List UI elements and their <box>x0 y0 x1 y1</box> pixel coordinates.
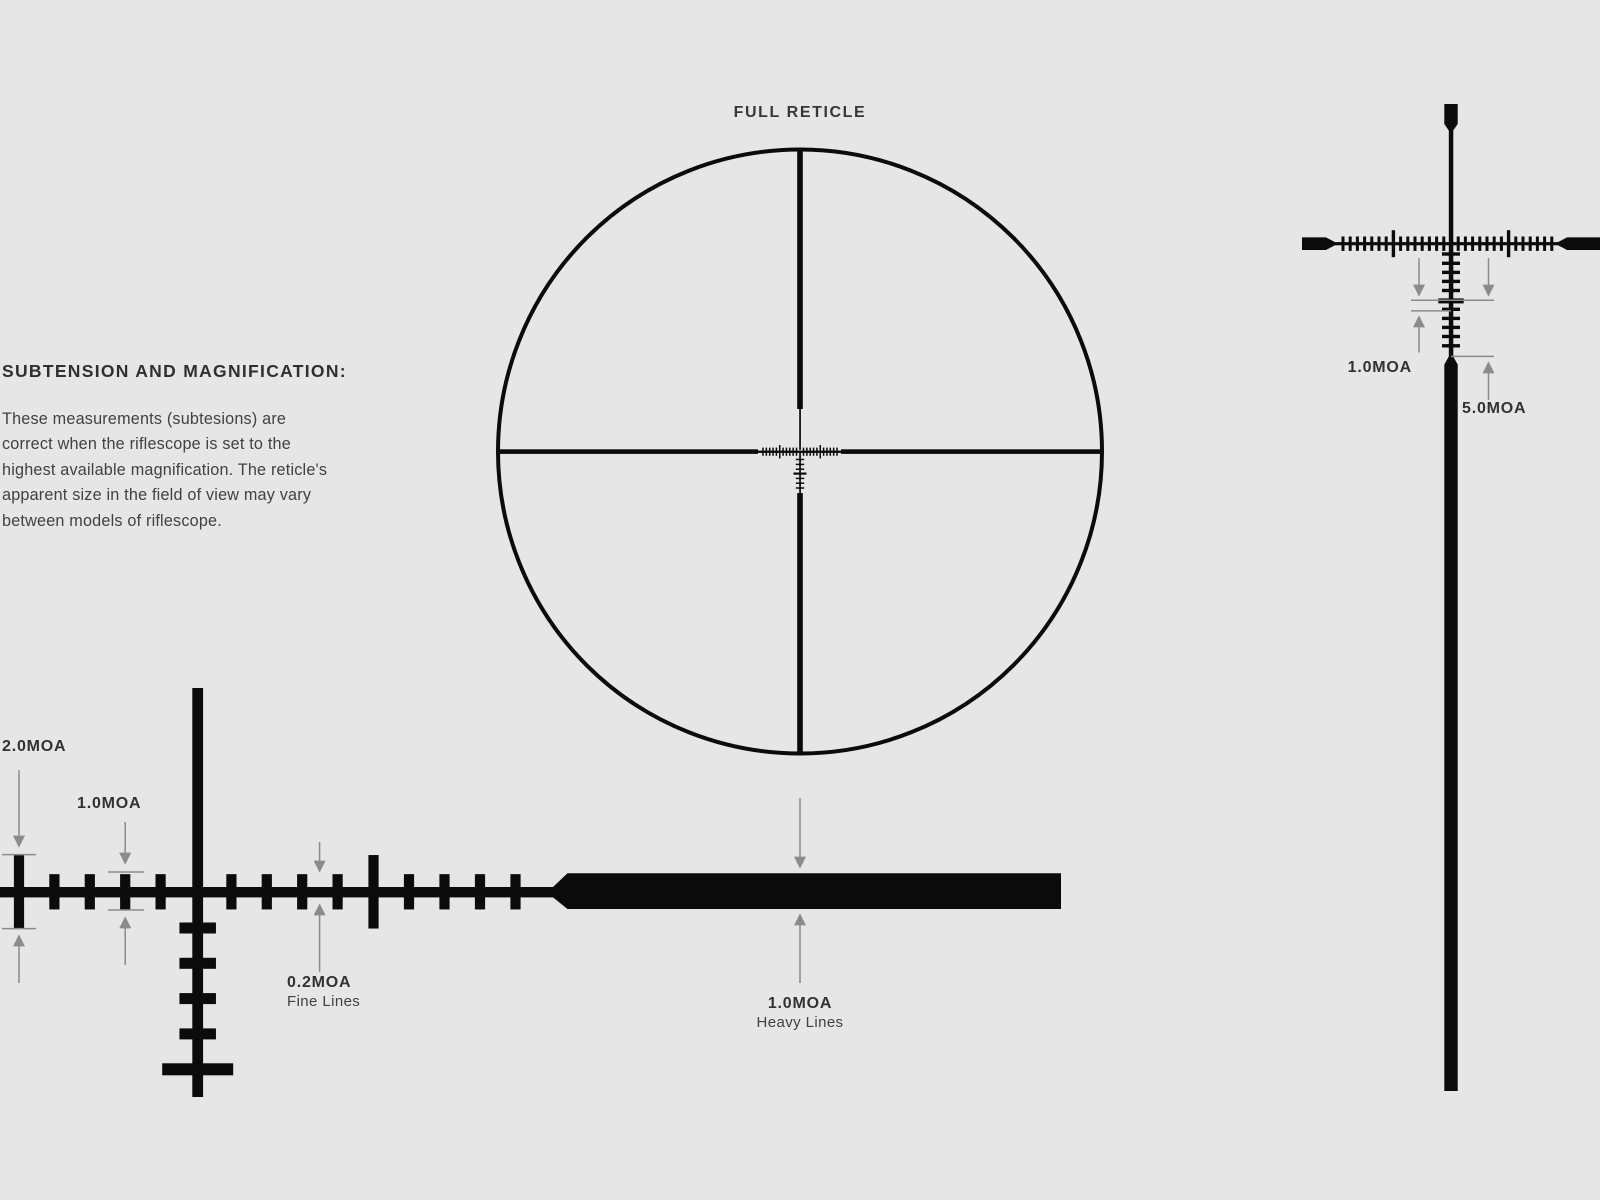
body-line: highest available magnification. The reticle's <box>2 460 328 479</box>
vertical-detail-diagram <box>1302 104 1600 1091</box>
tick <box>1478 237 1481 251</box>
body-line: apparent size in the field of view may vary <box>2 486 312 505</box>
fine-tick <box>782 448 784 456</box>
body-line: between models of riflescope. <box>2 511 222 530</box>
tick <box>1543 237 1546 251</box>
right-post <box>1558 237 1600 250</box>
tick <box>1514 237 1517 251</box>
fine-tick <box>796 468 804 470</box>
left-post <box>1302 237 1335 250</box>
fine-tick <box>786 448 788 456</box>
detail-horizontal-line <box>0 887 556 897</box>
crossbar-2moa <box>162 1063 233 1075</box>
fine-tick <box>836 448 838 456</box>
tall-tick-2moa <box>14 855 24 929</box>
tick-1moa <box>85 874 95 909</box>
fine-tick <box>792 448 794 456</box>
page-title: FULL RETICLE <box>733 104 867 121</box>
fine-tick <box>772 448 774 456</box>
tick <box>1486 237 1489 251</box>
tick <box>1385 237 1388 251</box>
crosshair-top-heavy <box>797 149 803 409</box>
subtension-body <box>2 407 342 534</box>
crosshair-right-heavy <box>841 449 1102 454</box>
subtension-heading: SUBTENSION AND MAGNIFICATION: <box>2 361 347 381</box>
crossbar <box>1442 289 1460 292</box>
tick <box>1421 237 1424 251</box>
tick-1moa <box>475 874 485 909</box>
label-right-1moa: 1.0MOA <box>1347 359 1412 376</box>
fine-tick <box>796 448 798 456</box>
crossbar-1moa <box>179 958 216 969</box>
fine-tick <box>776 448 778 456</box>
tick <box>1536 237 1539 251</box>
tick-1moa <box>439 874 449 909</box>
crosshair-left-heavy <box>498 449 758 454</box>
fine-tick <box>830 448 832 456</box>
tick <box>1500 237 1503 251</box>
label-02moa: 0.2MOA <box>287 974 352 991</box>
label-heavy-1moa: 1.0MOA <box>767 995 833 1012</box>
full-reticle-diagram <box>498 149 1102 754</box>
tick <box>1529 237 1532 251</box>
tick <box>1414 237 1417 251</box>
tick-1moa <box>120 874 130 909</box>
tick <box>1522 237 1525 251</box>
tick-1moa <box>226 874 236 909</box>
fine-tick <box>762 448 764 456</box>
tick <box>1464 237 1467 251</box>
tall-tick <box>1507 230 1510 257</box>
fine-tick <box>820 445 822 458</box>
label-1moa: 1.0MOA <box>77 795 142 812</box>
fine-tick <box>816 448 818 456</box>
body-line: These measurements (subtesions) are <box>2 410 287 428</box>
fine-tick <box>833 448 835 456</box>
tall-tick <box>1392 230 1395 257</box>
fine-tick <box>826 448 828 456</box>
fine-tick <box>823 448 825 456</box>
crossbar <box>1442 317 1460 320</box>
tick <box>1370 237 1373 251</box>
fine-tick <box>779 445 781 458</box>
crosshair-bottom-heavy <box>797 493 803 754</box>
fine-tick <box>803 448 805 456</box>
label-fine-lines: Fine Lines <box>287 993 361 1010</box>
tick <box>1457 237 1460 251</box>
crossbar <box>1442 280 1460 283</box>
upper-thin-line <box>1449 129 1454 243</box>
tick <box>1356 237 1359 251</box>
fine-tick <box>796 482 804 484</box>
tick <box>1493 237 1496 251</box>
tick <box>1550 237 1553 251</box>
fine-tick <box>796 459 804 461</box>
tick <box>1428 237 1431 251</box>
fine-tick <box>796 464 804 466</box>
fine-tick <box>809 448 811 456</box>
tick-1moa <box>404 874 414 909</box>
tick-1moa <box>297 874 307 909</box>
tick <box>1349 237 1352 251</box>
tick <box>1442 237 1445 251</box>
tick-1moa <box>262 874 272 909</box>
crossbar-1moa <box>179 1028 216 1039</box>
detail-horizontal-thin-line <box>1335 242 1558 245</box>
tick <box>1406 237 1409 251</box>
fine-tick <box>796 487 804 489</box>
horizontal-detail-diagram <box>0 688 1061 1097</box>
fine-tick <box>766 448 768 456</box>
crossbar-1moa <box>179 923 216 934</box>
fine-tick <box>806 448 808 456</box>
fine-tick <box>813 448 815 456</box>
label-heavy-lines: Heavy Lines <box>756 1014 844 1031</box>
label-right-5moa: 5.0MOA <box>1462 400 1527 417</box>
tick-1moa <box>156 874 166 909</box>
label-2moa: 2.0MOA <box>2 738 67 755</box>
crossbar <box>1442 262 1460 265</box>
crossbar <box>1442 271 1460 274</box>
fine-tick-wide <box>794 473 807 475</box>
tick <box>1363 237 1366 251</box>
crosshair-top-thin <box>799 409 801 450</box>
crossbar <box>1442 326 1460 329</box>
tick <box>1435 237 1438 251</box>
crossbar <box>1442 335 1460 338</box>
tall-tick-2moa <box>368 855 378 929</box>
crossbar-1moa <box>179 993 216 1004</box>
tick <box>1378 237 1381 251</box>
heavy-bar <box>553 873 1061 909</box>
tick <box>1399 237 1402 251</box>
fine-tick <box>789 448 791 456</box>
top-post <box>1444 104 1457 131</box>
tick-1moa <box>333 874 343 909</box>
tick-1moa <box>510 874 520 909</box>
fine-tick <box>796 478 804 480</box>
crosshair-bottom-thin <box>799 451 801 493</box>
body-line: correct when the riflescope is set to the <box>2 435 291 454</box>
tick-1moa <box>49 874 59 909</box>
tick <box>1342 237 1345 251</box>
moa-ticks-horizontal <box>14 855 521 929</box>
tick <box>1471 237 1474 251</box>
fine-tick <box>769 448 771 456</box>
crossbar <box>1442 344 1460 347</box>
crossbar <box>1442 252 1460 255</box>
bottom-post <box>1444 357 1457 1092</box>
